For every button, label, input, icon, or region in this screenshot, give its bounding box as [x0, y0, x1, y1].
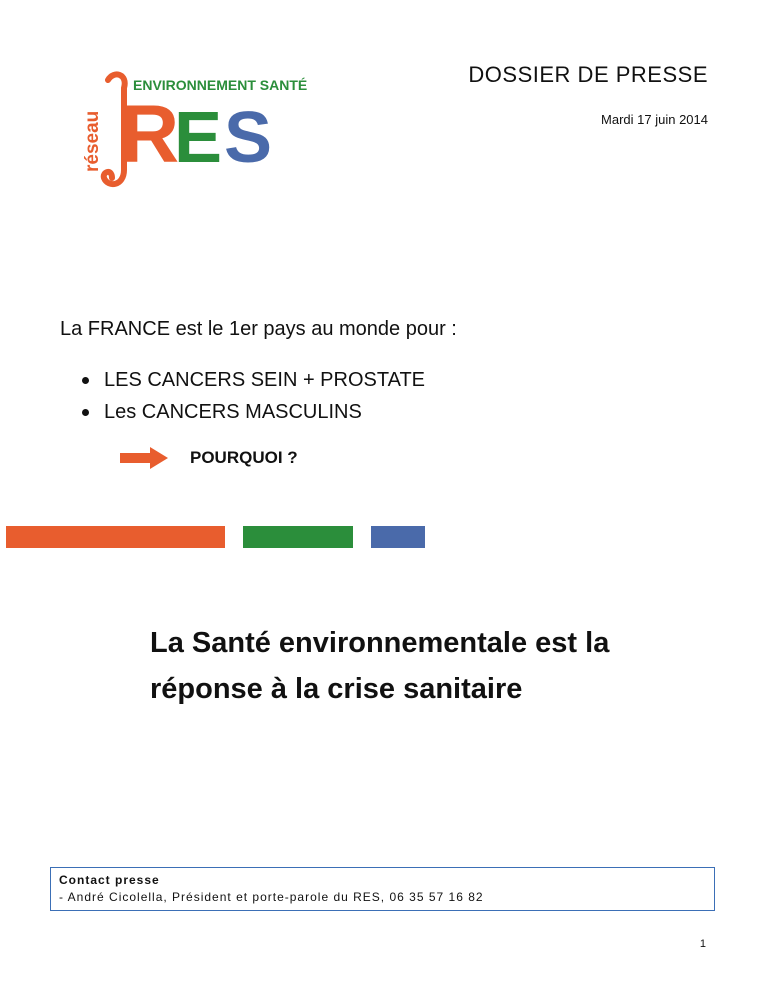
- bullet-text: Les CANCERS MASCULINS: [104, 401, 362, 423]
- bullet-list: [82, 364, 425, 428]
- logo-top-text: ENVIRONNEMENT SANTÉ: [133, 77, 308, 93]
- logo-letter-r: R: [120, 89, 180, 180]
- why-row: [120, 447, 298, 469]
- headline-line-2: réponse à la crise sanitaire: [150, 673, 523, 705]
- logo-vertical-text: réseau: [82, 110, 103, 172]
- why-question: POURQUOI ?: [190, 448, 298, 467]
- headline-line-1: La Santé environnementale est la: [150, 627, 610, 659]
- contact-details: - André Cicolella, Président et porte-parole du RES, 06 35 57 16 82: [59, 890, 484, 904]
- green-divider-bar: [243, 526, 353, 548]
- document-date: Mardi 17 juin 2014: [601, 112, 708, 127]
- orange-divider-bar: [6, 526, 225, 548]
- bullet-item: [82, 396, 425, 428]
- headline: [150, 620, 710, 712]
- logo-letter-s: S: [224, 98, 273, 178]
- blue-divider-bar: [371, 526, 425, 548]
- res-logo-graphic: [78, 70, 308, 195]
- document-type: DOSSIER DE PRESSE: [468, 62, 708, 87]
- intro-text: La FRANCE est le 1er pays au monde pour :: [60, 318, 457, 340]
- logo-letter-e: E: [174, 98, 223, 178]
- contact-box: [50, 867, 715, 911]
- bullet-dot-icon: [82, 409, 89, 416]
- res-logo: [78, 70, 308, 195]
- contact-title: Contact presse: [59, 873, 160, 887]
- bullet-item: [82, 364, 425, 396]
- right-arrow-icon: [120, 447, 168, 469]
- page-number: 1: [699, 938, 706, 950]
- bullet-text: LES CANCERS SEIN + PROSTATE: [104, 369, 426, 391]
- bullet-dot-icon: [82, 377, 89, 384]
